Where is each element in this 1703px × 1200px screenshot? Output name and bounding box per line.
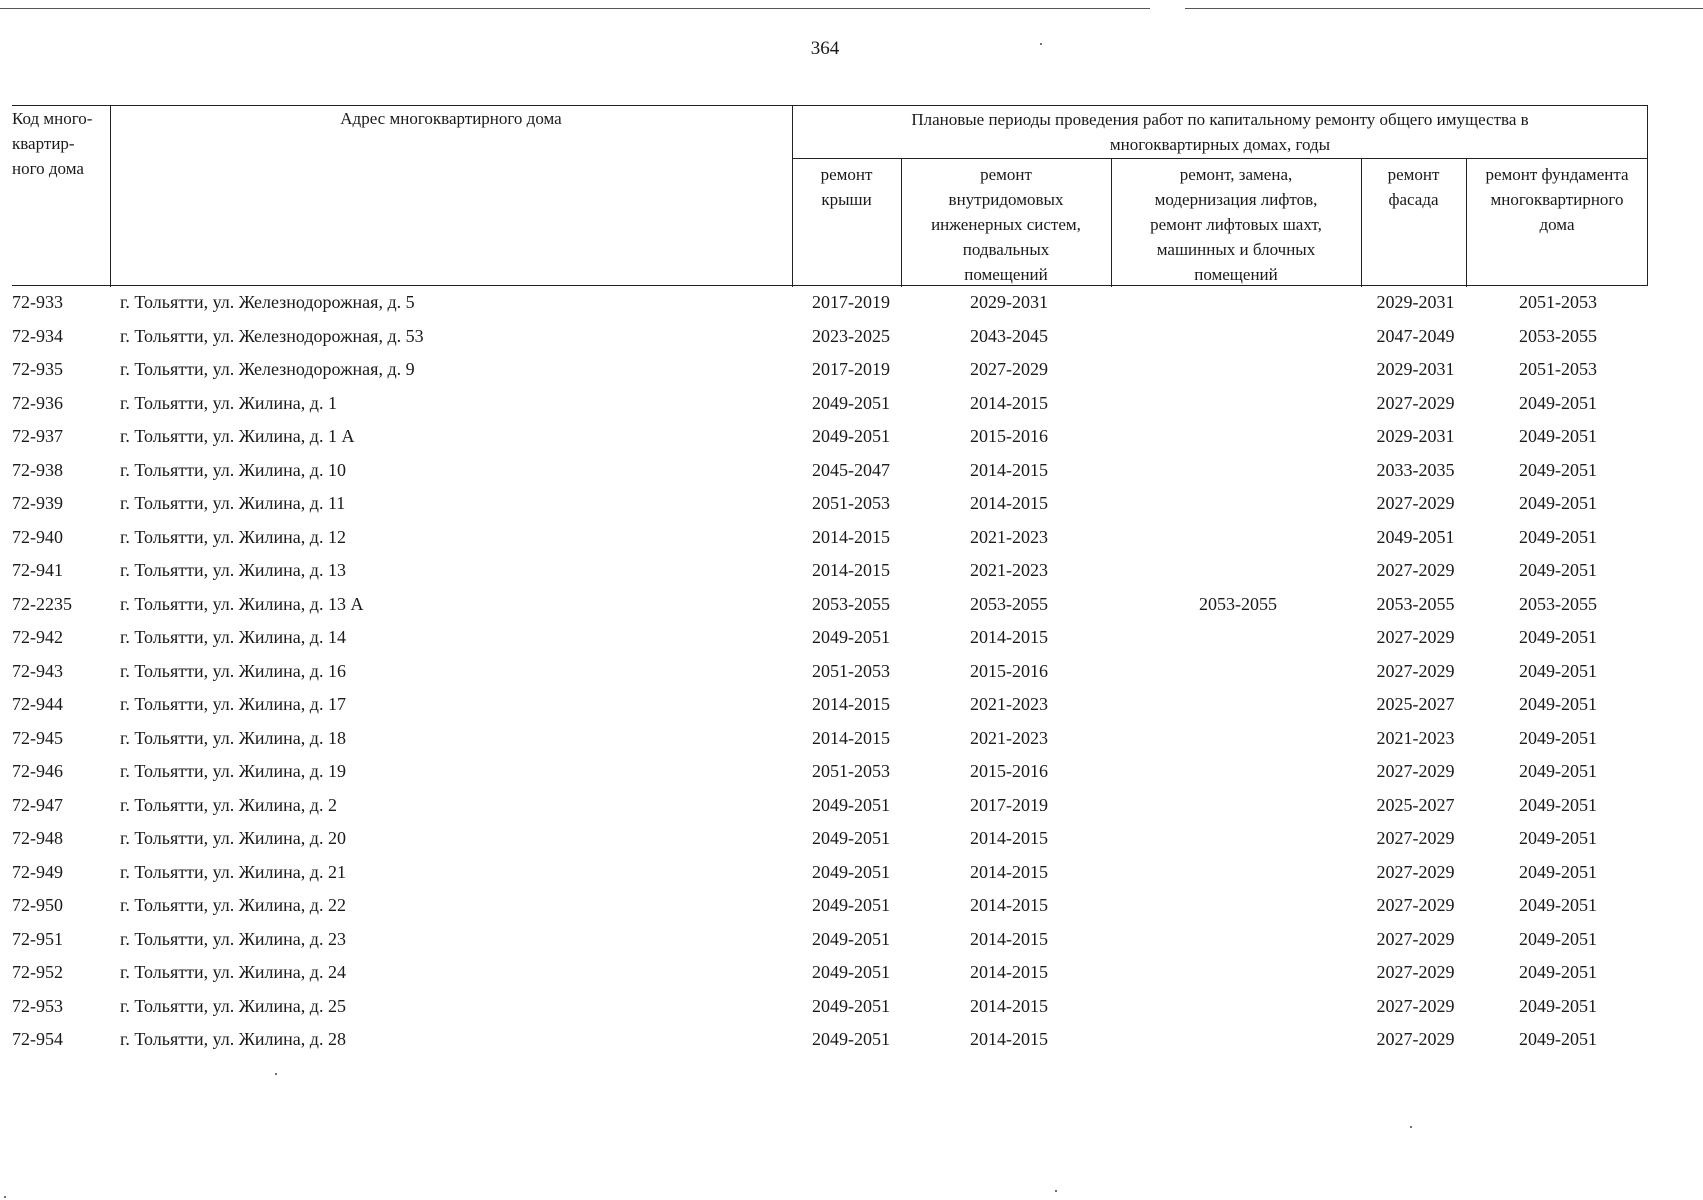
row-address: г. Тольятти, ул. Жилина, д. 16 [120,660,346,681]
row-address: г. Тольятти, ул. Жилина, д. 24 [120,962,346,982]
row-engineering: 2021-2023 [970,560,1048,580]
row-roof: 2049-2051 [812,392,890,413]
row-roof: 2049-2051 [812,895,890,915]
row-facade: 2025-2027 [1376,694,1455,714]
row-code: 72-937 [12,426,63,446]
row-code: 72-951 [12,928,63,949]
row-roof: 2049-2051 [812,1029,890,1049]
row-foundation: 2049-2051 [1519,727,1597,748]
row-foundation: 2049-2051 [1519,794,1597,815]
row-roof: 2014-2015 [812,727,890,748]
row-facade: 2027-2029 [1376,861,1455,882]
row-engineering: 2014-2015 [970,459,1048,480]
row-facade: 2025-2027 [1376,794,1455,815]
row-code: 72-952 [12,962,63,982]
scan-speck [1055,1190,1057,1192]
row-roof: 2049-2051 [812,828,890,848]
header-engineering: ремонт внутридомовых инженерных систем, подвальных помещений [931,165,1081,284]
row-foundation: 2049-2051 [1519,426,1597,446]
row-foundation: 2049-2051 [1519,392,1597,413]
row-facade: 2021-2023 [1376,727,1455,748]
row-address: г. Тольятти, ул. Жилина, д. 22 [120,895,346,915]
row-roof: 2051-2053 [812,493,890,513]
row-lifts: 2053-2055 [1199,593,1277,614]
row-facade: 2027-2029 [1376,560,1455,580]
row-foundation: 2053-2055 [1519,593,1597,614]
row-roof: 2049-2051 [812,794,890,815]
table-row [0,789,1703,823]
row-engineering: 2014-2015 [970,895,1048,915]
header-facade: ремонт фасада [1387,165,1440,209]
row-roof: 2017-2019 [812,292,890,312]
row-address: г. Тольятти, ул. Жилина, д. 13 А [120,593,364,614]
row-engineering: 2014-2015 [970,928,1048,949]
table-row [0,688,1703,722]
row-roof: 2014-2015 [812,694,890,714]
table-row [0,554,1703,588]
table-row [0,454,1703,488]
row-engineering: 2021-2023 [970,526,1048,547]
row-engineering: 2053-2055 [970,593,1048,614]
row-address: г. Тольятти, ул. Жилина, д. 21 [120,861,346,882]
row-address: г. Тольятти, ул. Жилина, д. 13 [120,560,346,580]
top-scan-rule-left [0,8,1150,9]
row-address: г. Тольятти, ул. Жилина, д. 17 [120,694,346,714]
row-facade: 2027-2029 [1376,1029,1455,1049]
header-roof-cell: ремонт крыши [820,165,873,209]
row-facade: 2029-2031 [1376,359,1455,379]
table-row [0,353,1703,387]
row-address: г. Тольятти, ул. Железнодорожная, д. 53 [120,325,424,346]
row-code: 72-941 [12,560,63,580]
row-roof: 2017-2019 [812,359,890,379]
row-address: г. Тольятти, ул. Жилина, д. 10 [120,459,346,480]
table-row [0,923,1703,957]
row-engineering: 2021-2023 [970,694,1048,714]
row-foundation: 2049-2051 [1519,828,1597,848]
table-row [0,621,1703,655]
row-roof: 2049-2051 [812,426,890,446]
row-facade: 2049-2051 [1376,526,1455,547]
row-address: г. Тольятти, ул. Жилина, д. 19 [120,761,346,781]
row-foundation: 2051-2053 [1519,359,1597,379]
row-roof: 2049-2051 [812,627,890,647]
table-row [0,990,1703,1024]
table-header [12,105,1648,286]
row-foundation: 2049-2051 [1519,660,1597,681]
top-scan-rule-right [1185,8,1703,9]
table-row [0,420,1703,454]
row-address: г. Тольятти, ул. Жилина, д. 12 [120,526,346,547]
row-code: 72-2235 [12,593,72,614]
page-number: 364 [810,38,840,59]
row-foundation: 2049-2051 [1519,861,1597,882]
row-code: 72-950 [12,895,63,915]
row-code: 72-944 [12,694,63,714]
table-row [0,521,1703,555]
row-roof: 2049-2051 [812,928,890,949]
row-facade: 2033-2035 [1376,459,1455,480]
row-engineering: 2043-2045 [970,325,1048,346]
row-engineering: 2014-2015 [970,392,1048,413]
table-row [0,822,1703,856]
row-facade: 2027-2029 [1376,493,1455,513]
row-code: 72-936 [12,392,63,413]
row-address: г. Тольятти, ул. Жилина, д. 1 А [120,426,355,446]
row-address: г. Тольятти, ул. Железнодорожная, д. 5 [120,292,415,312]
row-foundation: 2049-2051 [1519,962,1597,982]
row-engineering: 2015-2016 [970,761,1048,781]
row-engineering: 2014-2015 [970,1029,1048,1049]
row-facade: 2027-2029 [1376,761,1455,781]
header-periods-group: Плановые периоды проведения работ по капитальному ремонту общего имущества в многоквартирных домах, годы [911,110,1529,154]
row-facade: 2027-2029 [1376,895,1455,915]
row-facade: 2029-2031 [1376,426,1455,446]
row-facade: 2027-2029 [1376,995,1455,1016]
row-foundation: 2049-2051 [1519,627,1597,647]
row-facade: 2027-2029 [1376,962,1455,982]
row-code: 72-938 [12,459,63,480]
table-row [0,655,1703,689]
table-row [0,1023,1703,1057]
header-address: Адрес многоквартирного дома [340,109,562,128]
row-address: г. Тольятти, ул. Жилина, д. 2 [120,794,337,815]
row-foundation: 2049-2051 [1519,459,1597,480]
row-code: 72-946 [12,761,63,781]
table-row [0,956,1703,990]
row-engineering: 2029-2031 [970,292,1048,312]
row-engineering: 2021-2023 [970,727,1048,748]
row-engineering: 2015-2016 [970,660,1048,681]
row-address: г. Тольятти, ул. Жилина, д. 23 [120,928,346,949]
scan-speck [275,1073,277,1075]
row-foundation: 2053-2055 [1519,325,1597,346]
row-code: 72-949 [12,861,63,882]
row-code: 72-943 [12,660,63,681]
row-facade: 2027-2029 [1376,660,1455,681]
row-facade: 2053-2055 [1376,593,1455,614]
row-facade: 2027-2029 [1376,828,1455,848]
row-address: г. Тольятти, ул. Жилина, д. 14 [120,627,346,647]
row-facade: 2029-2031 [1376,292,1455,312]
row-foundation: 2049-2051 [1519,995,1597,1016]
table-row [0,722,1703,756]
row-foundation: 2049-2051 [1519,493,1597,513]
row-roof: 2023-2025 [812,325,890,346]
row-address: г. Тольятти, ул. Жилина, д. 18 [120,727,346,748]
row-facade: 2027-2029 [1376,627,1455,647]
row-code: 72-954 [12,1029,63,1049]
row-foundation: 2049-2051 [1519,526,1597,547]
row-foundation: 2049-2051 [1519,928,1597,949]
row-foundation: 2049-2051 [1519,560,1597,580]
row-address: г. Тольятти, ул. Жилина, д. 28 [120,1029,346,1049]
row-engineering: 2015-2016 [970,426,1048,446]
header-divider-group [792,158,1648,159]
header-code: Код много- квартир- ного дома [12,109,93,178]
header-divider-code [110,106,111,287]
row-roof: 2014-2015 [812,560,890,580]
row-engineering: 2014-2015 [970,828,1048,848]
row-roof: 2049-2051 [812,861,890,882]
row-code: 72-933 [12,292,63,312]
row-roof: 2045-2047 [812,459,890,480]
row-roof: 2053-2055 [812,593,890,614]
row-engineering: 2017-2019 [970,794,1048,815]
table-row [0,755,1703,789]
scan-speck [1040,43,1042,45]
row-code: 72-939 [12,493,63,513]
row-address: г. Тольятти, ул. Жилина, д. 25 [120,995,346,1016]
row-foundation: 2049-2051 [1519,1029,1597,1049]
row-address: г. Тольятти, ул. Жилина, д. 11 [120,493,346,513]
row-code: 72-935 [12,359,63,379]
row-foundation: 2049-2051 [1519,895,1597,915]
table-row [0,387,1703,421]
table-row [0,320,1703,354]
scan-speck [1410,1126,1412,1128]
row-facade: 2027-2029 [1376,392,1455,413]
row-address: г. Тольятти, ул. Железнодорожная, д. 9 [120,359,415,379]
table-row [0,286,1703,320]
header-foundation: ремонт фундамента многоквартирного дома [1485,165,1629,234]
table-row [0,588,1703,622]
row-code: 72-945 [12,727,63,748]
row-foundation: 2051-2053 [1519,292,1597,312]
row-facade: 2027-2029 [1376,928,1455,949]
row-address: г. Тольятти, ул. Жилина, д. 1 [120,392,337,413]
table-row [0,856,1703,890]
row-code: 72-942 [12,627,63,647]
row-roof: 2051-2053 [812,660,890,681]
row-code: 72-940 [12,526,63,547]
row-engineering: 2014-2015 [970,962,1048,982]
table-row [0,889,1703,923]
scan-speck [4,1196,6,1198]
row-engineering: 2014-2015 [970,493,1048,513]
row-code: 72-953 [12,995,63,1016]
row-foundation: 2049-2051 [1519,761,1597,781]
row-facade: 2047-2049 [1376,325,1455,346]
table-row [0,487,1703,521]
row-engineering: 2027-2029 [970,359,1048,379]
row-code: 72-947 [12,794,63,815]
row-roof: 2014-2015 [812,526,890,547]
row-engineering: 2014-2015 [970,861,1048,882]
row-foundation: 2049-2051 [1519,694,1597,714]
row-roof: 2049-2051 [812,995,890,1016]
row-code: 72-934 [12,325,63,346]
table-body [0,286,1703,1057]
header-lifts: ремонт, замена, модернизация лифтов, ремонт лифтовых шахт, машинных и блочных помещений [1150,165,1322,284]
row-roof: 2049-2051 [812,962,890,982]
row-engineering: 2014-2015 [970,627,1048,647]
row-code: 72-948 [12,828,63,848]
row-engineering: 2014-2015 [970,995,1048,1016]
row-address: г. Тольятти, ул. Жилина, д. 20 [120,828,346,848]
row-roof: 2051-2053 [812,761,890,781]
